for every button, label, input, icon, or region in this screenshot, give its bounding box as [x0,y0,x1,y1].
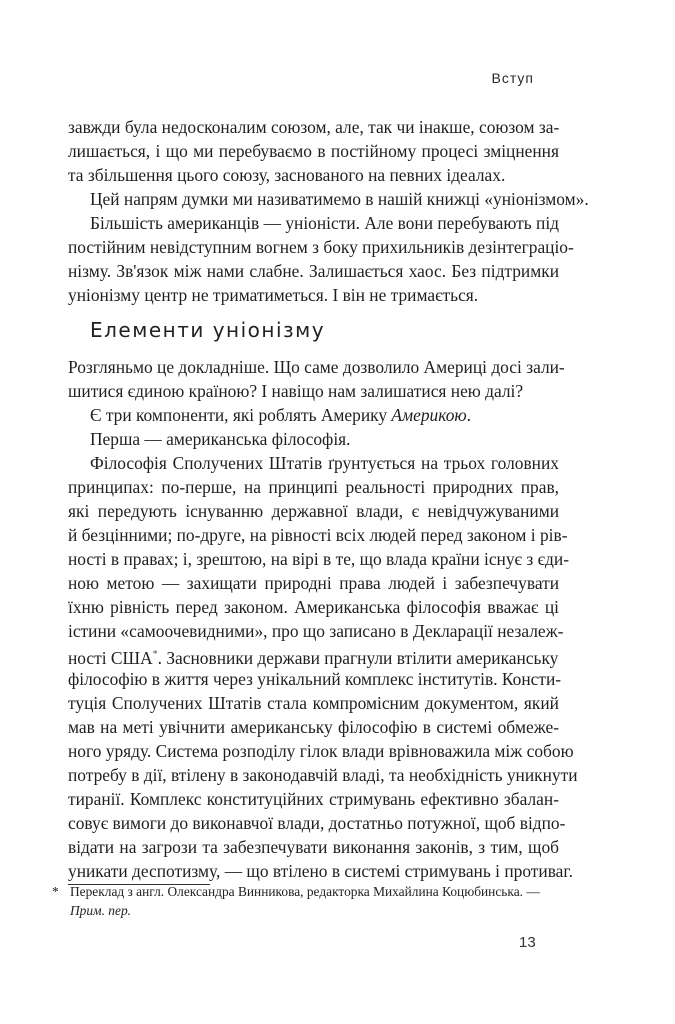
text-line: тиранії. Комплекс конституційних стримувань ефективно збалан- [68,789,559,809]
text-line: Більшість американців — уніоністи. Але вони перебувають під [90,213,560,233]
text-run: . Засновники держави прагнули втілити американську [157,647,559,668]
text-line: принципах: по-перше, на принципі реальності природних прав, [68,477,559,497]
text-line: філософію в життя через унікальний комплекс інститутів. Консти- [68,669,562,689]
section-heading: Елементи уніонізму [90,318,326,342]
text-line: Перша — американська філософія. [90,429,351,449]
page-number: 13 [519,934,536,951]
text-line: шитися єдиною країною? І навіщо нам залишатися нею далі? [68,381,524,401]
text-line [68,403,559,427]
text-line: Розгляньмо це докладніше. Що саме дозволило Америці досі зали- [68,357,565,377]
emphasis: Америкою [391,405,467,425]
text-line: ного уряду. Система розподілу гілок влади врівноважила між собою [68,741,574,761]
text-line: совує вимоги до виконавчої влади, достатньо потужної, щоб відпо- [68,813,566,833]
text-line: уникати деспотизму, — що втілено в системі стримувань і противаг. [68,861,573,881]
text-line: уніонізму центр не триматиметься. І він не тримається. [68,285,479,305]
text-line: їхню рівність перед законом. Американська філософія вважає ці [68,597,559,617]
text-run: ності США [68,647,153,668]
text-line: нізму. Зв'язок між нами слабне. Залишається хаос. Без підтримки [68,261,559,281]
text-line: ною метою — захищати природні права людей і забезпечувати [68,573,559,593]
text-line: лишається, і що ми перебуваємо в постійному процесі зміцнення [68,141,559,161]
text-line: Філософія Сполучених Штатів ґрунтується на трьох головних [90,453,559,473]
text-line: мав на меті увічнити американську філософію в системі обмеже- [68,717,559,737]
text-line: які передують існуванню державної влади, є невідчужуваними [68,501,559,521]
text-line: Цей напрям думки ми називатимемо в нашій книжці «уніонізмом». [90,189,589,209]
text-line: потребу в дії, втілену в законодавчій владі, та необхідність уникнути [68,765,578,785]
text-run: Є три компоненти, які роблять Америку [90,405,392,425]
text-line: відати на загрози та забезпечувати виконання законів, з тим, щоб [68,837,559,857]
text-line: постійним невідступним вогнем з боку прихильників дезінтеграціо- [68,237,574,257]
text-line: туція Сполучених Штатів стала компромісним документом, який [68,693,559,713]
footnote-symbol: * [52,884,59,899]
running-head: Вступ [491,70,534,86]
text-run: . [466,405,472,425]
footnote-text: Прим. пер. [70,903,131,918]
text-line: й безцінними; по-друге, на рівності всіх людей перед законом і рів- [68,525,568,545]
text-line [68,643,559,670]
text-run [68,643,558,670]
footnote-text: Переклад з англ. Олександра Винникова, редакторка Михайлина Коцюбинська. — [70,884,540,899]
text-line: завжди була недосконалим союзом, але, так чи інакше, союзом за- [68,117,560,137]
text-line: ності в правах; і, зрештою, на вірі в те, що влада країни існує з єди- [68,549,569,569]
text-line: істини «самоочевидними», про що записано в Декларації незалеж- [68,621,564,641]
footnote-marker: * [152,649,158,660]
text-line: та збільшення цього союзу, заснованого на певних ідеалах. [68,165,506,185]
